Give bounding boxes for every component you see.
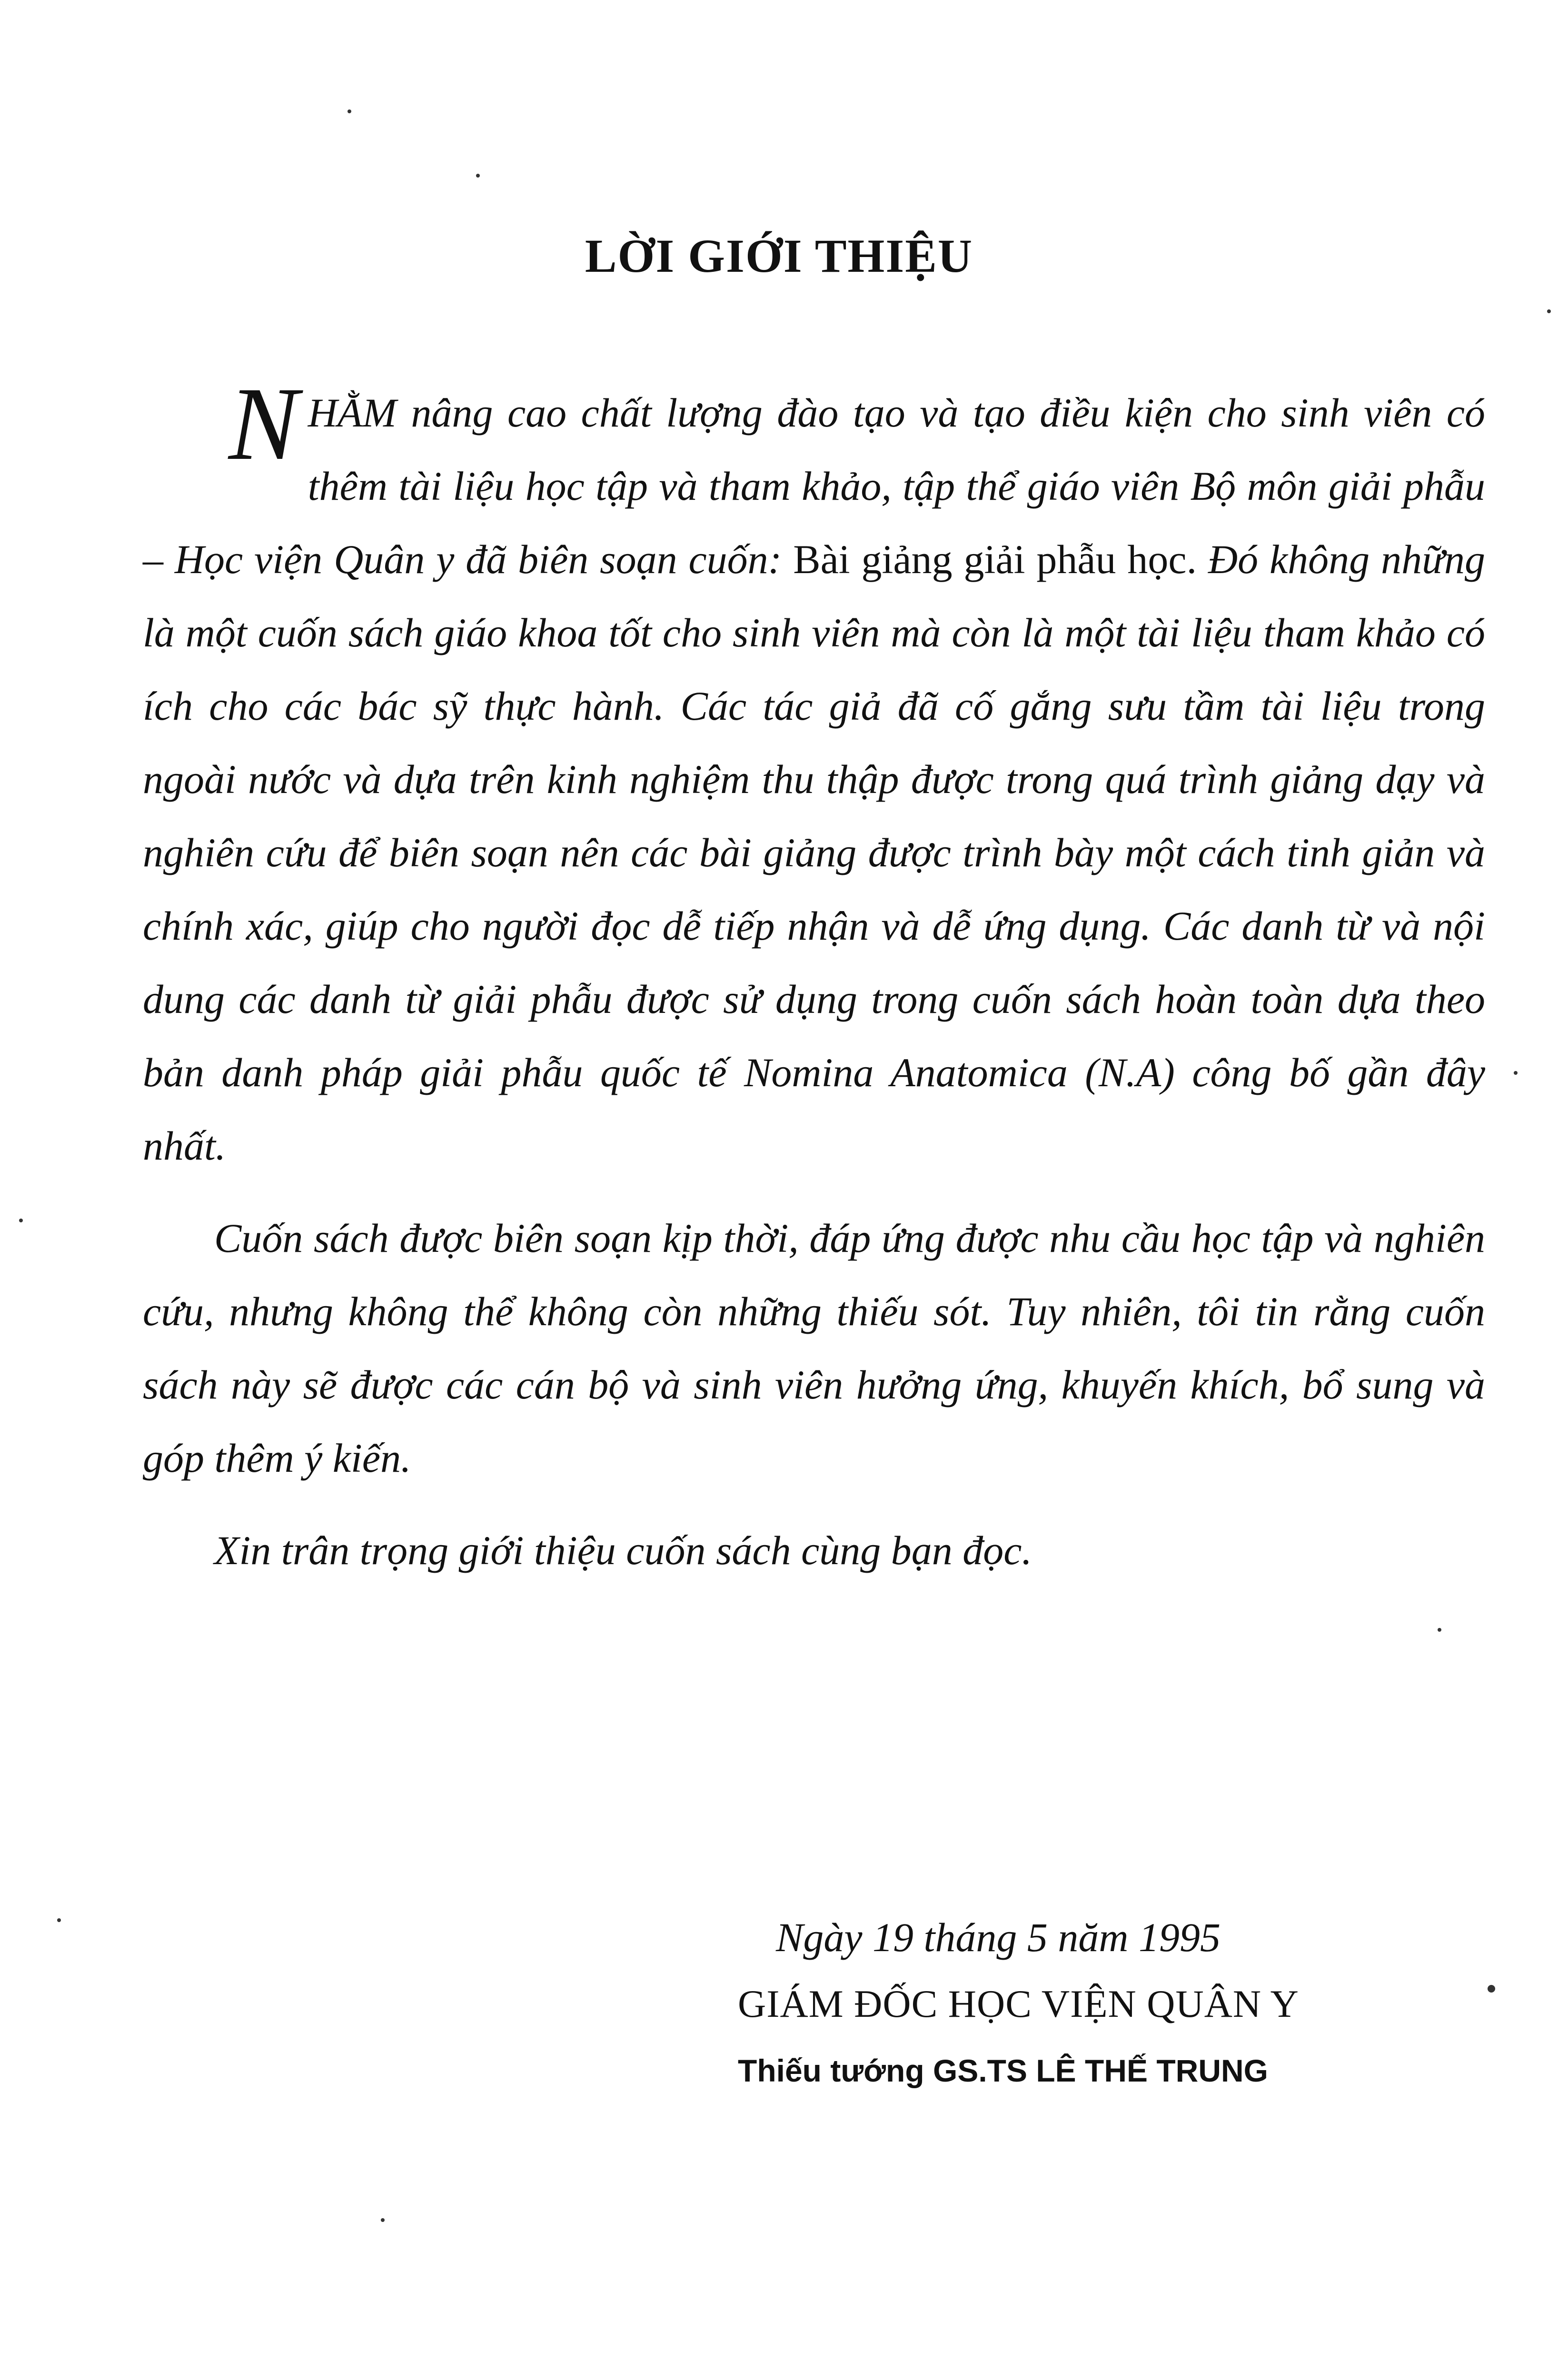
- scan-speck: [1438, 1628, 1441, 1632]
- scan-speck: [1514, 1071, 1518, 1075]
- paragraph-3: Xin trân trọng giới thiệu cuốn sách cùng bạn đọc.: [214, 1527, 1032, 1573]
- signature-date: Ngày 19 tháng 5 năm 1995: [776, 1914, 1221, 1960]
- lead-word: HẰM: [308, 390, 397, 436]
- scan-speck: [1488, 1985, 1495, 1993]
- body-text: [143, 366, 1485, 1606]
- signature-block: [738, 1904, 1404, 2104]
- scan-speck: [1547, 309, 1551, 313]
- drop-cap: N: [228, 366, 298, 482]
- book-title: Bài giảng giải phẫu học.: [793, 536, 1197, 582]
- scan-speck: [19, 1219, 23, 1222]
- intro-text-continued: Đó không những là một cuốn sách giáo khoa tốt cho sinh viên mà còn là một tài liệu tham khảo có ích cho các bác sỹ thực hành. Các tác giả đã cố gắng sưu tầm tài liệu trong ngoài nước và dựa trên kinh nghiệm thu thập được trong quá trình giảng dạy và nghiên cứu để biên soạn nên các bài giảng được trình bày một cách tinh giản và chính xác, giúp cho người đọc dễ tiếp nhận và dễ ứng dụng. Các danh từ và nội dung các danh từ giải phẫu được sử dụng trong cuốn sách hoàn toàn dựa theo bản danh pháp giải phẫu quốc tế Nomina Anatomica (N.A) công bố gần đây nhất.: [143, 536, 1485, 1169]
- scan-speck: [381, 2218, 385, 2222]
- page-title: LỜI GIỚI THIỆU: [585, 229, 973, 282]
- intro-text: nâng cao chất lượng đào tạo và tạo điều kiện cho sinh viên có thêm tài liệu học tập và tham khảo, tập thể giáo viên Bộ môn giải phẫu – Học viện Quân y đã biên soạn cuốn:: [143, 390, 1485, 582]
- scan-speck: [476, 174, 480, 178]
- paragraph-2: Cuốn sách được biên soạn kịp thời, đáp ứng được nhu cầu học tập và nghiên cứu, nhưng không thể không còn những thiếu sót. Tuy nhiên, tôi tin rằng cuốn sách này sẽ được các cán bộ và sinh viên hưởng ứng, khuyến khích, bổ sung và góp thêm ý kiến.: [143, 1215, 1485, 1481]
- signature-name: Thiếu tướng GS.TS LÊ THẾ TRUNG: [738, 2053, 1269, 2088]
- intro-paragraph: [143, 366, 1485, 1182]
- scan-speck: [347, 109, 351, 113]
- signature-organization: GIÁM ĐỐC HỌC VIỆN QUÂN Y: [738, 1982, 1299, 2025]
- scan-speck: [57, 1918, 61, 1922]
